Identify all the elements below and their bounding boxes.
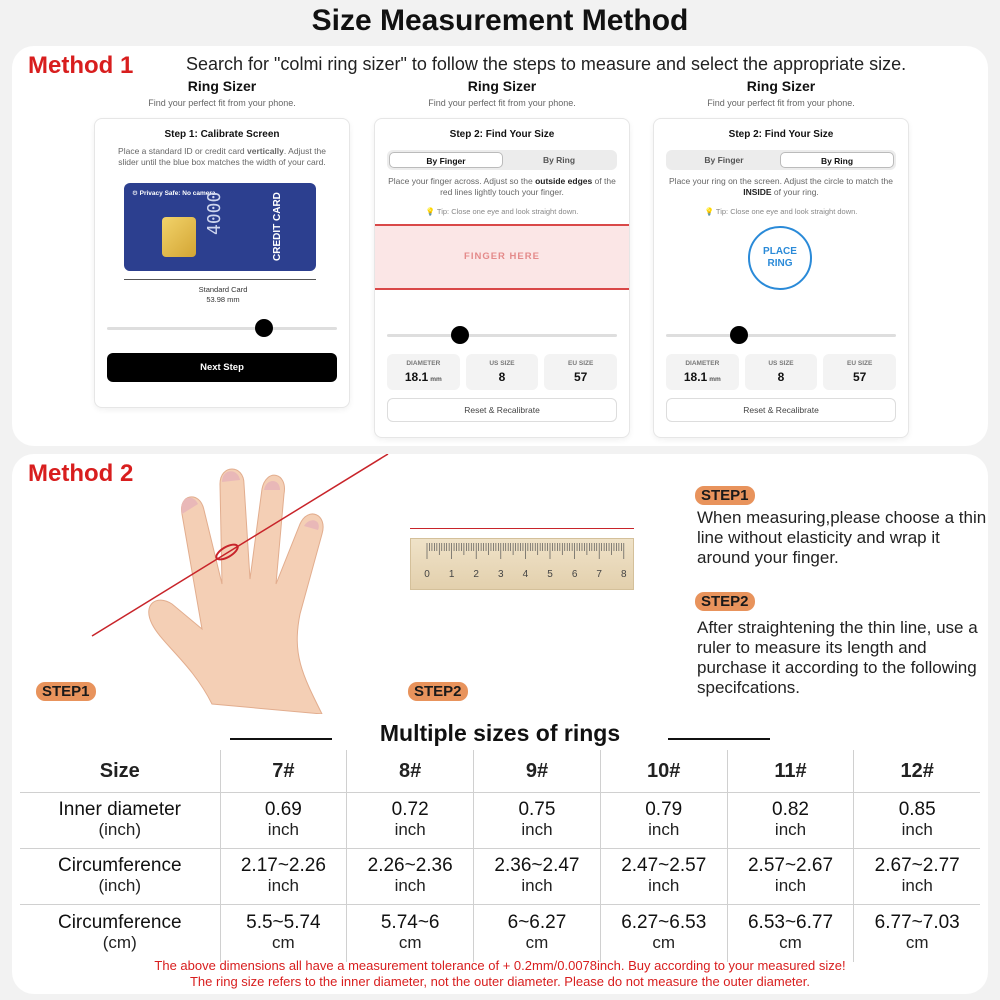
page-title: Size Measurement Method: [311, 4, 689, 37]
eu-size-stat: EU SIZE 57: [544, 354, 617, 390]
size-slider[interactable]: [387, 326, 617, 344]
mode-toggle: [387, 150, 617, 170]
calibration-slider[interactable]: [107, 319, 337, 337]
credit-card-image: [124, 183, 316, 271]
table-cell: 0.75 inch: [474, 792, 601, 848]
reset-recalibrate-button[interactable]: Reset & Recalibrate: [387, 398, 617, 422]
card-title: Step 2: Find Your Size: [728, 129, 834, 140]
ring-sizer-column-3: [653, 78, 909, 415]
row-label: Inner diameter (inch): [20, 792, 220, 848]
table-cell: 0.82 inch: [727, 792, 854, 848]
ruler-tick-label: 1: [448, 569, 455, 580]
step2-badge: STEP2: [695, 592, 755, 611]
header-cell: 10#: [600, 750, 727, 792]
column-title: Ring Sizer: [187, 78, 257, 94]
ruler-tick-label: 3: [498, 569, 504, 580]
sizes-title: Multiple sizes of rings: [379, 720, 621, 746]
step1-badge-image: STEP1: [36, 682, 96, 701]
table-cell: 2.26~2.36 inch: [347, 848, 474, 904]
size-stats: [387, 354, 617, 390]
column-title: Ring Sizer: [467, 78, 537, 94]
header-cell: 8#: [347, 750, 474, 792]
table-cell: 0.69 inch: [220, 792, 347, 848]
standard-card-value: 53.98 mm: [206, 294, 240, 304]
privacy-text: ⚙ Privacy Safe: No camera: [132, 189, 216, 197]
tab-by-ring[interactable]: By Ring: [780, 152, 894, 168]
ring-sizer-column-2: [374, 78, 630, 415]
reset-recalibrate-button[interactable]: Reset & Recalibrate: [666, 398, 896, 422]
table-cell: 2.17~2.26 inch: [220, 848, 347, 904]
header-cell: 9#: [474, 750, 601, 792]
measured-string-line: [410, 528, 634, 529]
table-cell: 6.27~6.53 cm: [600, 904, 727, 962]
us-size-stat: US SIZE 8: [745, 354, 818, 390]
step2-badge-image: STEP2: [408, 682, 468, 701]
header-cell: Size: [20, 750, 220, 792]
credit-card-label: CREDIT CARD: [272, 192, 283, 261]
card-instructions: Place your ring on the screen. Adjust the circle to match the INSIDE of your ring.: [669, 176, 893, 198]
card-instructions: Place your finger across. Adjust so the outside edges of the red lines lightly touch your finger.: [388, 176, 616, 198]
slider-knob[interactable]: [451, 326, 469, 344]
table-cell: 5.74~6 cm: [347, 904, 474, 962]
calibrate-card: [94, 118, 350, 408]
method2-label: Method 2: [28, 460, 134, 487]
size-stats: [666, 354, 896, 390]
table-cell: 0.72 inch: [347, 792, 474, 848]
table-header-row: [20, 750, 980, 792]
ruler-tick-label: 5: [547, 569, 553, 580]
find-size-finger-card: [374, 118, 630, 438]
diameter-stat: DIAMETER 18.1 mm: [666, 354, 739, 390]
find-size-ring-card: [653, 118, 909, 438]
step1-description: When measuring,please choose a thin line without elasticity and wrap it around your finger.: [697, 508, 987, 567]
row-label: Circumference (inch): [20, 848, 220, 904]
slider-knob[interactable]: [730, 326, 748, 344]
table-cell: 2.36~2.47 inch: [474, 848, 601, 904]
method2-panel: [12, 454, 988, 994]
table-row: [20, 848, 980, 904]
ruler-image: [410, 538, 634, 590]
place-ring-circle[interactable]: PLACE RING: [748, 226, 812, 290]
next-step-button[interactable]: Next Step: [107, 353, 337, 382]
tab-by-ring[interactable]: By Ring: [542, 155, 576, 165]
tab-by-finger[interactable]: By Finger: [704, 155, 744, 165]
ruler-tick-label: 0: [424, 569, 430, 580]
header-cell: 12#: [854, 750, 980, 792]
ruler-tick-label: 8: [621, 569, 627, 580]
us-size-stat: US SIZE 8: [466, 354, 539, 390]
header-cell: 11#: [727, 750, 854, 792]
table-cell: 2.67~2.77 inch: [854, 848, 980, 904]
step1-badge: STEP1: [695, 486, 755, 505]
mode-toggle: [666, 150, 896, 170]
ruler-tick-label: 4: [522, 569, 529, 580]
header-cell: 7#: [220, 750, 347, 792]
table-cell: 2.47~2.57 inch: [600, 848, 727, 904]
table-cell: 2.57~2.67 inch: [727, 848, 854, 904]
step2-description: After straightening the thin line, use a ruler to measure its length and purchase it according to the following specifcations.: [697, 618, 978, 697]
card-preview-area: [95, 169, 349, 304]
column-subtitle: Find your perfect fit from your phone.: [428, 98, 576, 108]
ring-zone: [654, 216, 908, 302]
ruler-tick-label: 7: [596, 569, 602, 580]
standard-card-label: Standard Card: [198, 284, 248, 294]
table-cell: 0.85 inch: [854, 792, 980, 848]
tolerance-note: The above dimensions all have a measurement tolerance of + 0.2mm/0.0078inch. Buy according to your measured size!: [154, 958, 846, 973]
size-slider[interactable]: [666, 326, 896, 344]
card-title: Step 1: Calibrate Screen: [164, 129, 280, 140]
ring-size-table: [20, 750, 980, 962]
method1-panel: [12, 46, 988, 446]
tab-by-finger[interactable]: By Finger: [389, 152, 503, 168]
card-number: 4000: [204, 191, 225, 235]
method1-label: Method 1: [28, 52, 134, 79]
row-label: Circumference (cm): [57, 912, 182, 953]
diameter-stat: DIAMETER 18.1 mm: [387, 354, 460, 390]
card-instructions: Place a standard ID or credit card vertically. Adjust the slider until the blue box matches the width of your card.: [118, 146, 326, 168]
tip-text: 💡 Tip: Close one eye and look straight down.: [425, 206, 579, 216]
finger-here-zone[interactable]: FINGER HERE: [375, 224, 629, 290]
column-title: Ring Sizer: [746, 78, 816, 94]
column-subtitle: Find your perfect fit from your phone.: [707, 98, 855, 108]
lightbulb-icon: 💡: [704, 206, 714, 216]
lightbulb-icon: 💡: [425, 206, 435, 216]
chip-icon: [162, 217, 196, 257]
ruler-tick-label: 2: [473, 569, 479, 580]
table-row: [20, 904, 980, 962]
ruler-ticks: [411, 539, 635, 591]
hand-measuring-illustration: [72, 454, 392, 714]
slider-knob[interactable]: [255, 319, 273, 337]
table-cell: 6~6.27 cm: [474, 904, 601, 962]
inner-diameter-note: The ring size refers to the inner diameter, not the outer diameter. Please do not measure the outer diameter.: [189, 974, 810, 989]
eu-size-stat: EU SIZE 57: [823, 354, 896, 390]
ring-sizer-column-1: [94, 78, 350, 373]
tip-text: 💡 Tip: Close one eye and look straight down.: [704, 206, 858, 216]
method1-intro: Search for "colmi ring sizer" to follow the steps to measure and select the appropriate size.: [186, 54, 907, 74]
title-divider-right: [668, 738, 770, 740]
card-title: Step 2: Find Your Size: [449, 129, 555, 140]
card-width-line: [124, 279, 316, 280]
table-cell: 0.79 inch: [600, 792, 727, 848]
column-subtitle: Find your perfect fit from your phone.: [148, 98, 296, 108]
table-cell: 6.77~7.03 cm: [854, 904, 980, 962]
table-row: [20, 792, 980, 848]
ruler-tick-label: 6: [571, 569, 578, 580]
table-cell: 6.53~6.77 cm: [727, 904, 854, 962]
table-cell: 5.5~5.74 cm: [220, 904, 347, 962]
